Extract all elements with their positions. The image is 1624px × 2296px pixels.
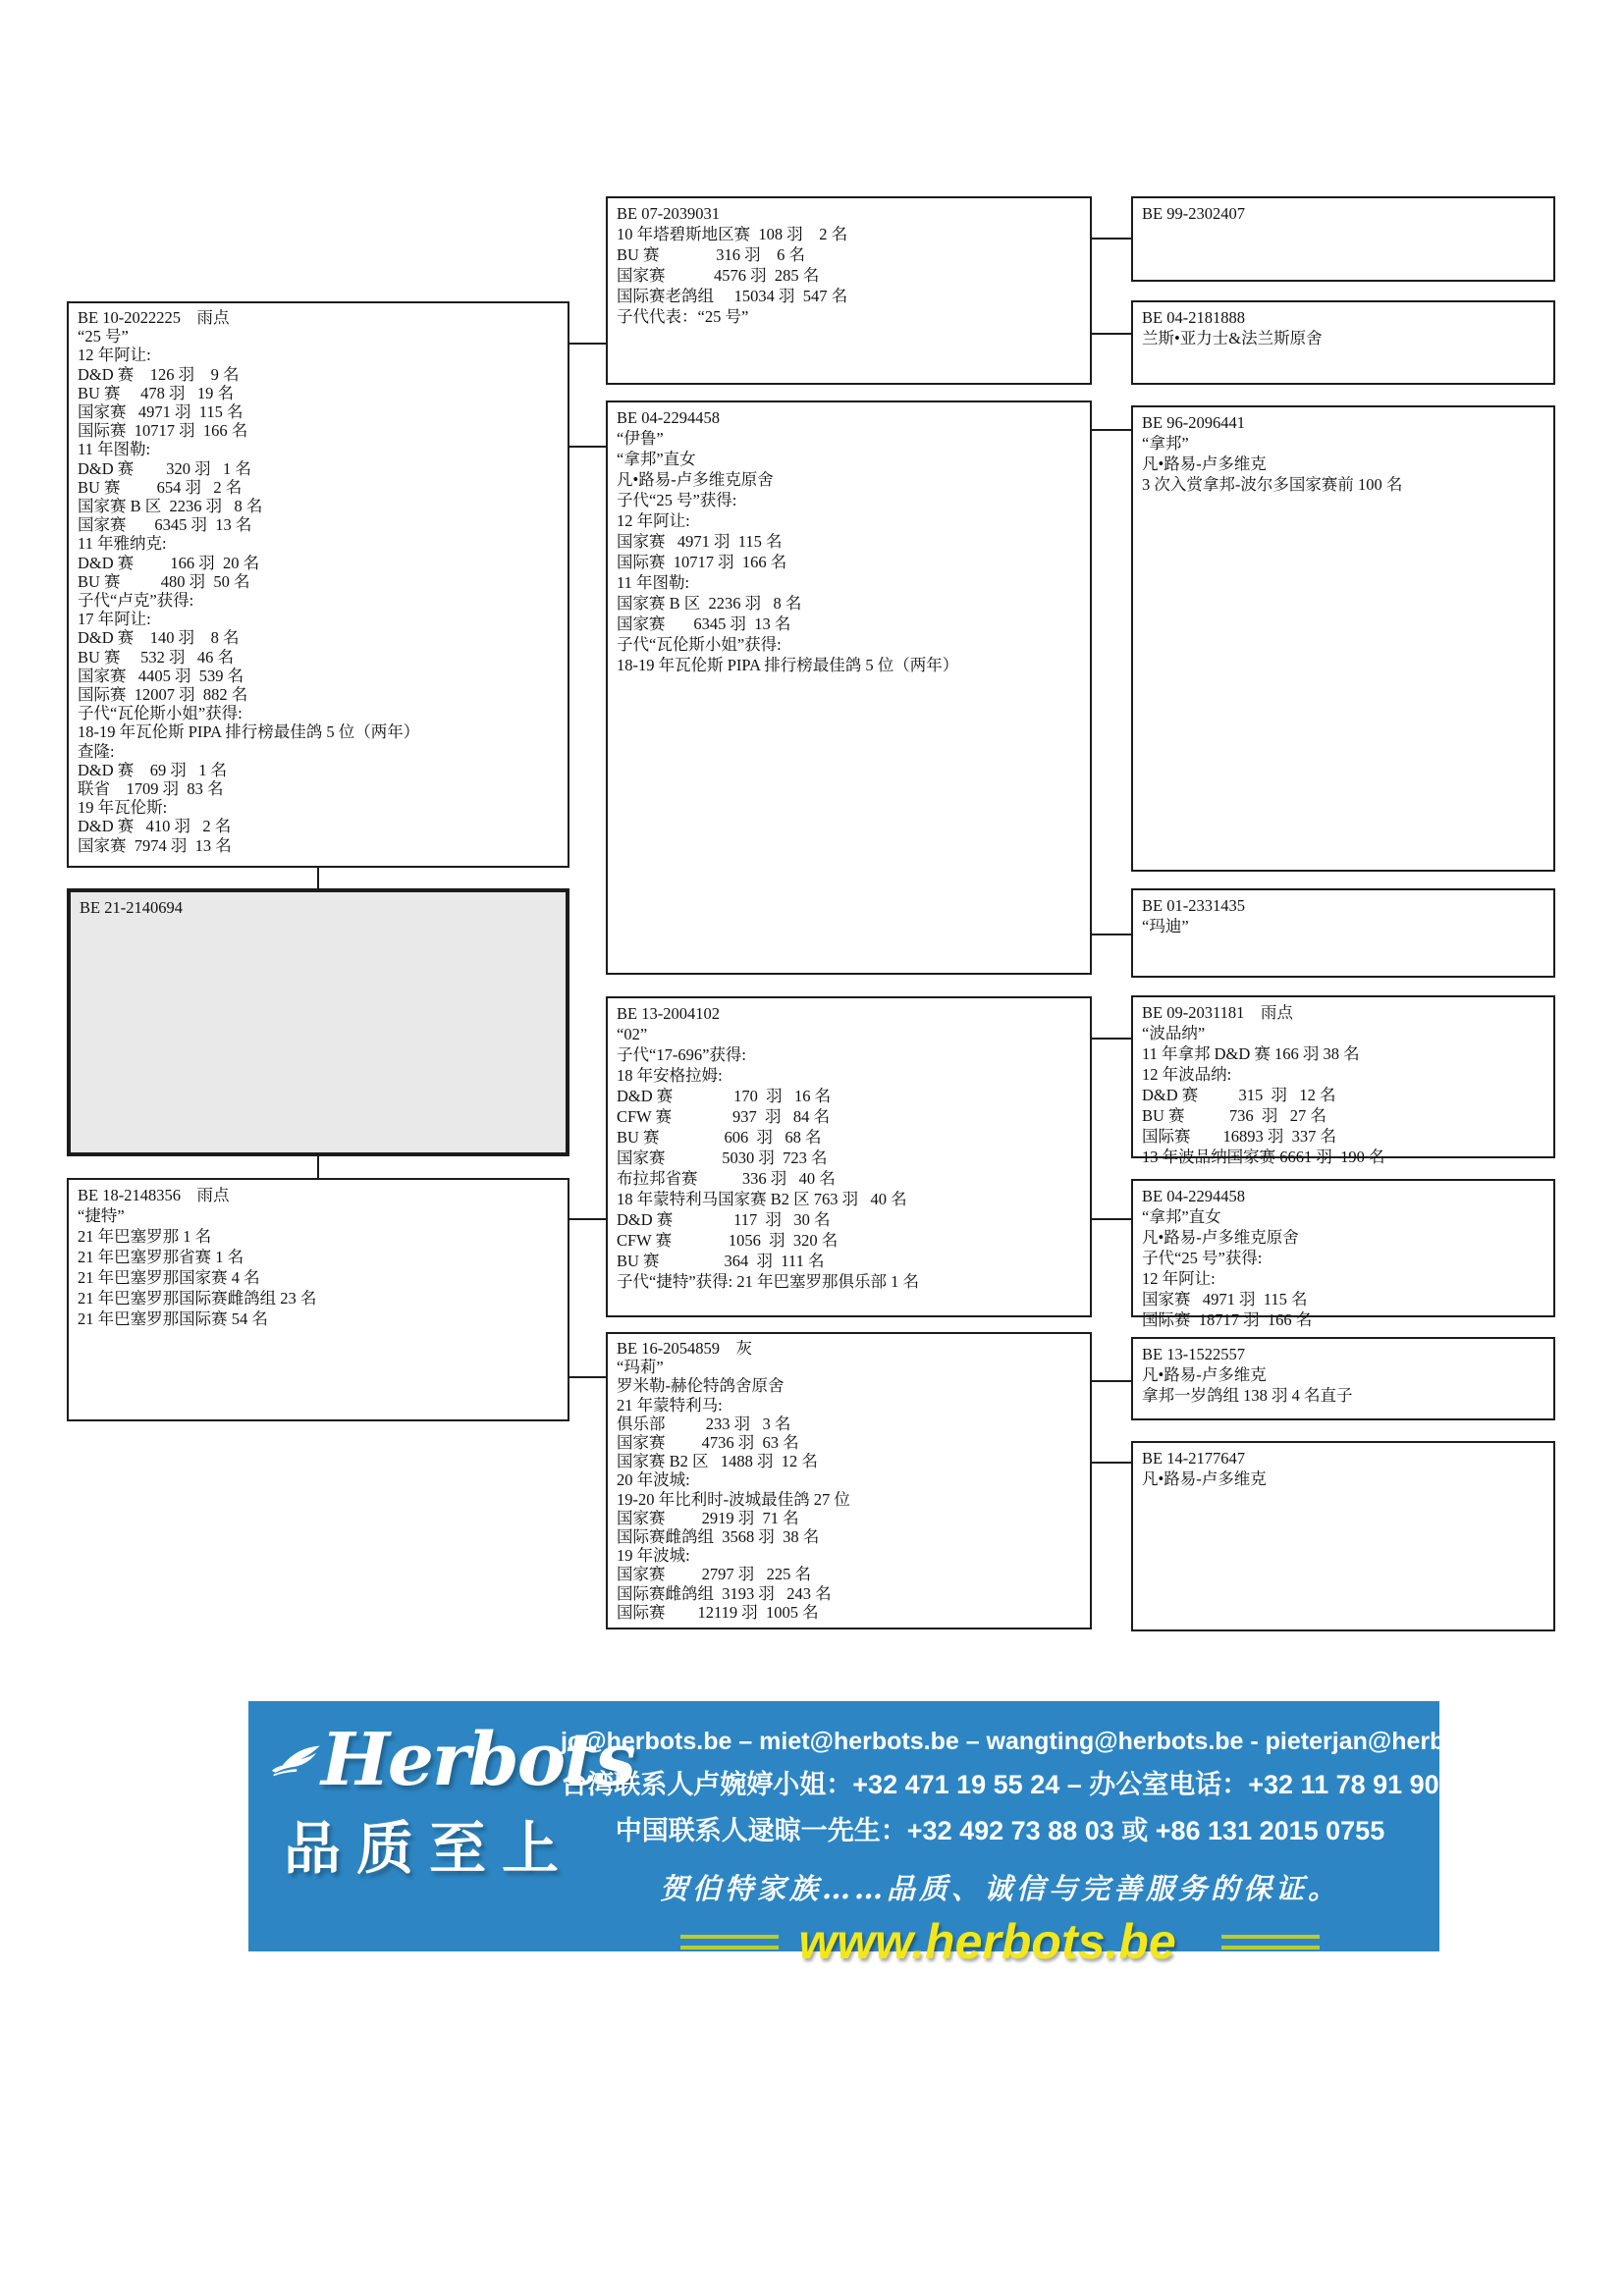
pedigree-text-line: 11 年图勒: xyxy=(617,573,690,592)
pedigree-text-line: BU 赛 736 羽 27 名 xyxy=(1142,1106,1326,1125)
pedigree-text-line: BU 赛 606 羽 68 名 xyxy=(617,1128,822,1147)
pedigree-text-line: 国际赛 18717 羽 166 名 xyxy=(1142,1310,1313,1329)
pedigree-text-line: BE 18-2148356 雨点 xyxy=(78,1186,230,1204)
connector-line xyxy=(568,446,608,448)
banner-china-contact: 中国联系人逯晾一先生：+32 492 73 88 03 或 +86 131 2015 0755 xyxy=(615,1816,1385,1845)
pedigree-text-line: 21 年巴塞罗那省赛 1 名 xyxy=(78,1248,244,1266)
pedigree-text-line: “拿邦” xyxy=(1142,434,1189,453)
website-url: www.herbots.be xyxy=(798,1914,1176,1969)
pedigree-text-line: “玛莉” xyxy=(617,1358,664,1377)
pedigree-text-line: 国家赛 4576 羽 285 名 xyxy=(617,266,820,285)
pedigree-text-line: 凡•路易-卢多维克原舍 xyxy=(617,470,774,489)
pedigree-text-line: 21 年巴塞罗那 1 名 xyxy=(78,1227,212,1246)
box-be-13-2004102 xyxy=(606,996,1092,1317)
pedigree-text-line: “25 号” xyxy=(78,327,129,347)
pedigree-text-line: 国际赛 10717 羽 166 名 xyxy=(617,553,787,571)
box-be-18-2148356 xyxy=(67,1178,569,1421)
connector-line xyxy=(1091,934,1133,935)
logo-subtitle: 品质至上 xyxy=(284,1817,575,1881)
connector-line xyxy=(568,1218,608,1220)
pedigree-text-line: BE 07-2039031 xyxy=(617,204,720,223)
pedigree-text-line: 国际赛 12119 羽 1005 名 xyxy=(617,1602,819,1622)
banner-contact-block xyxy=(561,1701,1518,1969)
pedigree-text-line: 21 年巴塞罗那国际赛雌鸽组 23 名 xyxy=(78,1289,317,1308)
pedigree-text-line: 子代“瓦伦斯小姐”获得: xyxy=(617,635,782,654)
pedigree-text-line: 国家赛 4405 羽 539 名 xyxy=(78,666,244,685)
pedigree-text-line: 11 年拿邦 D&D 赛 166 羽 38 名 xyxy=(1142,1044,1360,1063)
pedigree-text-line: 凡•路易-卢多维克原舍 xyxy=(1142,1228,1299,1247)
pedigree-text-line: D&D 赛 140 羽 8 名 xyxy=(78,628,240,648)
pedigree-text-line: 17 年阿让: xyxy=(78,610,151,629)
pedigree-text-line: 21 年巴塞罗那国家赛 4 名 xyxy=(78,1268,260,1287)
connector-line xyxy=(1091,1038,1133,1040)
pedigree-text-line: BE 96-2096441 xyxy=(1142,413,1245,432)
herbots-logo-block xyxy=(270,1711,634,1882)
box-be-16-2054859 xyxy=(606,1332,1092,1629)
accent-double-line-left xyxy=(680,1935,779,1949)
pedigree-text-line: 子代“25 号”获得: xyxy=(1142,1249,1263,1267)
pedigree-text-line: BE 04-2294458 xyxy=(617,408,720,427)
pedigree-text-line: 子代“卢克”获得: xyxy=(78,591,194,611)
pedigree-text-line: “捷特” xyxy=(78,1206,125,1225)
pedigree-text-line: 国家赛 2919 羽 71 名 xyxy=(617,1508,799,1527)
banner-website-row xyxy=(561,1915,1439,1968)
pedigree-text-line: 18 年蒙特利马国家赛 B2 区 763 羽 40 名 xyxy=(617,1190,907,1208)
pedigree-text-line: 凡•路易-卢多维克 xyxy=(1142,1365,1267,1384)
pedigree-text-line: 子代“17-696”获得: xyxy=(617,1045,746,1064)
pedigree-text-line: 国家赛 7974 羽 13 名 xyxy=(78,835,232,855)
pedigree-text-line: D&D 赛 410 羽 2 名 xyxy=(78,817,232,836)
banner-tagline: 贺伯特家族……品质、诚信与完善服务的保证。 xyxy=(659,1872,1340,1905)
pedigree-text-line: BE 13-1522557 xyxy=(1142,1345,1245,1363)
pedigree-text-line: 国家赛 6345 羽 13 名 xyxy=(617,614,791,633)
connector-line xyxy=(1091,1380,1133,1382)
pedigree-text-line: 12 年阿让: xyxy=(617,511,690,530)
pedigree-text-line: BU 赛 364 羽 111 名 xyxy=(617,1252,825,1270)
box-be-01-2331435 xyxy=(1131,888,1555,978)
box-be-21-2140694-subject xyxy=(67,888,569,1156)
box-be-04-2294458-iru xyxy=(606,400,1092,975)
pedigree-text-line: 罗米勒-赫伦特鸽舍原舍 xyxy=(617,1376,785,1396)
pedigree-text-line: 子代“25 号”获得: xyxy=(617,491,737,509)
pedigree-text-line: “02” xyxy=(617,1025,648,1043)
box-be-07-2039031 xyxy=(606,196,1092,385)
pedigree-text-line: BE 09-2031181 雨点 xyxy=(1142,1003,1293,1022)
pedigree-text-line: 19 年波城: xyxy=(617,1546,690,1566)
pedigree-text-line: BU 赛 480 羽 50 名 xyxy=(78,571,250,591)
box-be-13-1522557 xyxy=(1131,1337,1555,1420)
pedigree-text-line: 11 年图勒: xyxy=(78,440,151,459)
pedigree-text-line: BE 13-2004102 xyxy=(617,1004,720,1023)
box-be-10-2022225 xyxy=(67,301,569,868)
pedigree-text-line: 国际赛老鸽组 15034 羽 547 名 xyxy=(617,287,848,305)
pedigree-text-line: D&D 赛 170 羽 16 名 xyxy=(617,1087,832,1105)
pedigree-text-line: D&D 赛 126 羽 9 名 xyxy=(78,364,240,384)
pedigree-text-line: 国家赛 B 区 2236 羽 8 名 xyxy=(617,594,802,613)
connector-line xyxy=(568,343,608,345)
pedigree-text-line: 国家赛 2797 羽 225 名 xyxy=(617,1565,811,1584)
feather-icon xyxy=(270,1740,327,1780)
pedigree-text-line: 国际赛 10717 羽 166 名 xyxy=(78,421,248,441)
pedigree-text-line: 拿邦一岁鸽组 138 羽 4 名直子 xyxy=(1142,1386,1353,1405)
pedigree-text-line: 子代“瓦伦斯小姐”获得: xyxy=(78,704,243,723)
pedigree-text-line: BE 21-2140694 xyxy=(80,898,183,917)
box-be-96-2096441 xyxy=(1131,405,1555,872)
box-be-04-2181888 xyxy=(1131,300,1555,385)
pedigree-text-line: 联省 1709 羽 83 名 xyxy=(78,779,224,799)
pedigree-text-line: BE 04-2181888 xyxy=(1142,308,1245,327)
pedigree-text-line: BE 99-2302407 xyxy=(1142,204,1245,223)
connector-line xyxy=(1091,238,1133,240)
box-be-14-2177647 xyxy=(1131,1441,1555,1631)
pedigree-text-line: BE 04-2294458 xyxy=(1142,1187,1245,1205)
box-be-04-2294458-daughter xyxy=(1131,1179,1555,1329)
pedigree-text-line: 12 年波品纳: xyxy=(1142,1065,1232,1084)
pedigree-text-line: 子代代表：“25 号” xyxy=(617,307,749,326)
pedigree-text-line: 国家赛 5030 羽 723 名 xyxy=(617,1148,828,1167)
pedigree-text-line: 国家赛 6345 羽 13 名 xyxy=(78,515,252,535)
pedigree-text-line: BU 赛 478 羽 19 名 xyxy=(78,383,235,402)
pedigree-text-line: 国家赛 4971 羽 115 名 xyxy=(78,402,244,422)
pedigree-text-line: D&D 赛 117 羽 30 名 xyxy=(617,1210,831,1229)
pedigree-text-line: D&D 赛 166 羽 20 名 xyxy=(78,553,260,572)
pedigree-text-line: 10 年塔碧斯地区赛 108 羽 2 名 xyxy=(617,225,848,243)
connector-line xyxy=(1091,1218,1133,1220)
herbots-banner xyxy=(248,1701,1518,1969)
pedigree-text-line: 12 年阿让: xyxy=(78,346,151,365)
pedigree-text-line: “玛迪” xyxy=(1142,917,1189,935)
accent-double-line-right xyxy=(1221,1935,1320,1949)
pedigree-text-line: BU 赛 316 羽 6 名 xyxy=(617,245,806,264)
pedigree-text-line: 俱乐部 233 羽 3 名 xyxy=(617,1414,791,1433)
pedigree-text-line: 18-19 年瓦伦斯 PIPA 排行榜最佳鸽 5 位（两年） xyxy=(78,722,420,742)
pedigree-text-line: BU 赛 654 羽 2 名 xyxy=(78,477,243,497)
connector-line xyxy=(317,868,319,890)
pedigree-text-line: “拿邦”直女 xyxy=(1142,1207,1221,1226)
pedigree-text-line: D&D 赛 320 羽 1 名 xyxy=(78,458,251,478)
pedigree-text-line: “拿邦”直女 xyxy=(617,450,696,468)
pedigree-text-line: BE 01-2331435 xyxy=(1142,896,1245,915)
pedigree-text-line: D&D 赛 69 羽 1 名 xyxy=(78,760,228,779)
pedigree-text-line: 国家赛 B 区 2236 羽 8 名 xyxy=(78,497,263,516)
pedigree-text-line: 19-20 年比利时-波城最佳鸽 27 位 xyxy=(617,1489,850,1509)
pedigree-text-line: CFW 赛 1056 羽 320 名 xyxy=(617,1231,839,1250)
pedigree-text-line: BE 10-2022225 雨点 xyxy=(78,308,230,327)
banner-email-line: jo@herbots.be – miet@herbots.be – wangting@herbots.be - pieterjan@herbots.be xyxy=(561,1728,1518,1755)
pedigree-text-line: “伊鲁” xyxy=(617,429,664,448)
pedigree-text-line: BU 赛 532 羽 46 名 xyxy=(78,647,235,667)
pedigree-text-line: 子代“捷特”获得: 21 年巴塞罗那俱乐部 1 名 xyxy=(617,1272,919,1291)
pedigree-text-line: 19 年瓦伦斯: xyxy=(78,798,168,818)
pedigree-text-line: 18 年安格拉姆: xyxy=(617,1066,723,1085)
pedigree-text-line: 凡•路易-卢多维克 xyxy=(1142,1469,1267,1488)
pedigree-text-line: BE 16-2054859 灰 xyxy=(617,1339,752,1358)
connector-line xyxy=(317,1154,319,1180)
pedigree-text-line: 18-19 年瓦伦斯 PIPA 排行榜最佳鸽 5 位（两年） xyxy=(617,656,959,674)
connector-line xyxy=(568,1376,608,1378)
connector-line xyxy=(1091,333,1133,335)
pedigree-text-line: “波品纳” xyxy=(1142,1024,1206,1042)
banner-taiwan-contact: 台湾联系人卢婉婷小姐：+32 471 19 55 24 – 办公室电话：+32 11 78 91 90 xyxy=(561,1770,1439,1799)
connector-line xyxy=(1091,429,1133,431)
box-be-09-2031181 xyxy=(1131,995,1555,1166)
pedigree-text-line: 国家赛 4736 羽 63 名 xyxy=(617,1433,799,1453)
pedigree-text-line: 20 年波城: xyxy=(617,1470,690,1490)
pedigree-text-line: D&D 赛 315 羽 12 名 xyxy=(1142,1086,1336,1104)
herbots-logo xyxy=(270,1711,634,1809)
pedigree-text-line: 21 年蒙特利马: xyxy=(617,1395,723,1415)
pedigree-text-line: 3 次入赏拿邦-波尔多国家赛前 100 名 xyxy=(1142,475,1403,494)
pedigree-text-line: 11 年雅纳克: xyxy=(78,534,167,554)
pedigree-text-line: 国际赛 12007 羽 882 名 xyxy=(78,685,248,705)
pedigree-text-line: 查隆: xyxy=(78,741,115,761)
pedigree-text-line: 21 年巴塞罗那国际赛 54 名 xyxy=(78,1309,268,1328)
pedigree-text-line: 国际赛 16893 羽 337 名 xyxy=(1142,1127,1336,1146)
connector-line xyxy=(1091,1462,1133,1464)
pedigree-text-line: BE 14-2177647 xyxy=(1142,1449,1245,1468)
herbots-logo-text: Herbots xyxy=(321,1718,634,1802)
pedigree-text-line: 兰斯•亚力士&法兰斯原舍 xyxy=(1142,329,1323,347)
pedigree-text-line: 国际赛雌鸽组 3568 羽 38 名 xyxy=(617,1527,820,1547)
pedigree-text-line: 国家赛 4971 羽 115 名 xyxy=(617,532,783,551)
pedigree-text-line: 布拉邦省赛 336 羽 40 名 xyxy=(617,1169,836,1188)
pedigree-text-line: 国家赛 4971 羽 115 名 xyxy=(1142,1290,1308,1308)
pedigree-text-line: 国际赛雌鸽组 3193 羽 243 名 xyxy=(617,1583,832,1603)
pedigree-text-line: 国家赛 B2 区 1488 羽 12 名 xyxy=(617,1452,818,1471)
box-be-99-2302407 xyxy=(1131,196,1555,282)
pedigree-text-line: 凡•路易-卢多维克 xyxy=(1142,454,1267,473)
pedigree-text-line: 13 年波品纳国家赛 6661 羽 190 名 xyxy=(1142,1148,1385,1166)
pedigree-text-line: CFW 赛 937 羽 84 名 xyxy=(617,1107,830,1126)
pedigree-text-line: 12 年阿让: xyxy=(1142,1269,1216,1288)
